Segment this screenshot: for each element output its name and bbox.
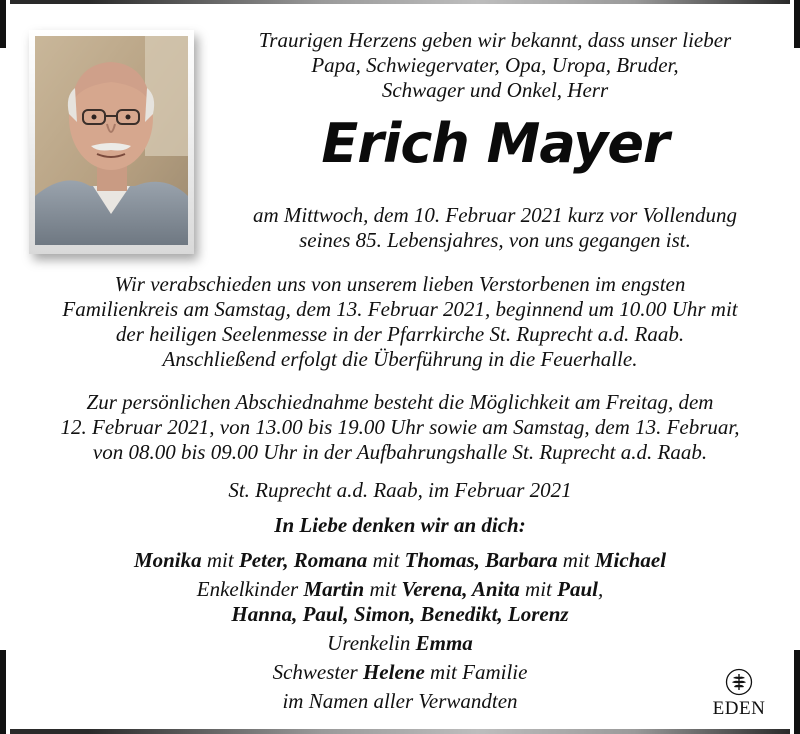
ceremony-paragraph — [20, 272, 780, 372]
children-line — [20, 548, 780, 573]
mourner-name: Verena, Anita — [401, 577, 520, 601]
comma: , — [597, 577, 604, 601]
ceremony-line: Wir verabschieden uns von unserem lieben Verstorbenen im engsten — [114, 272, 686, 296]
corner-bottom-left — [0, 650, 6, 734]
great-grandchild-prefix: Urenkelin — [327, 631, 416, 655]
ceremony-line: der heiligen Seelenmesse in der Pfarrkirche St. Ruprecht a.d. Raab. — [115, 322, 685, 346]
bottom-border — [10, 729, 790, 734]
mit-word: mit — [519, 577, 558, 601]
logo-text: EDEN — [712, 698, 766, 719]
intro-line: Papa, Schwiegervater, Opa, Uropa, Bruder, — [311, 53, 679, 77]
mourner-name: Helene — [362, 660, 425, 684]
mit-word: mit — [367, 548, 405, 572]
mourner-name: Monika — [133, 548, 202, 572]
mit-word: mit — [557, 548, 595, 572]
eden-logo — [704, 668, 774, 720]
intro-line: Schwager und Onkel, Herr — [381, 78, 609, 102]
death-announcement — [215, 203, 775, 253]
corner-top-right — [794, 0, 800, 48]
farewell-paragraph — [20, 390, 780, 465]
portrait-photo — [29, 30, 194, 254]
death-line: am Mittwoch, dem 10. Februar 2021 kurz vor Vollendung — [252, 203, 738, 227]
grandchildren-line — [20, 577, 780, 602]
mourners-list — [20, 548, 780, 718]
sister-suffix: mit Familie — [424, 660, 528, 684]
grandchildren-prefix: Enkelkinder — [196, 577, 304, 601]
place-date-line: St. Ruprecht a.d. Raab, im Februar 2021 — [228, 478, 572, 502]
intro-text — [215, 28, 775, 103]
love-heading — [20, 513, 780, 538]
great-grandchild-line — [20, 631, 780, 656]
top-border — [10, 0, 790, 4]
death-line: seines 85. Lebensjahres, von uns gegangen ist. — [299, 228, 691, 252]
closing-line: im Namen aller Verwandten — [282, 689, 518, 713]
intro-line: Traurigen Herzens geben wir bekannt, dass unser lieber — [258, 28, 732, 52]
mourner-name: Thomas, Barbara — [404, 548, 558, 572]
love-line: In Liebe denken wir an dich: — [274, 513, 526, 537]
mit-word: mit — [364, 577, 402, 601]
mourner-name: Michael — [594, 548, 667, 572]
mourner-name: Peter, Romana — [238, 548, 368, 572]
corner-top-left — [0, 0, 6, 48]
ceremony-line: Familienkreis am Samstag, dem 13. Februar 2021, beginnend um 10.00 Uhr mit — [62, 297, 738, 321]
sister-prefix: Schwester — [272, 660, 363, 684]
farewell-line: von 08.00 bis 09.00 Uhr in der Aufbahrungshalle St. Ruprecht a.d. Raab. — [92, 440, 708, 464]
tree-of-life-icon — [725, 668, 753, 696]
place-date — [20, 478, 780, 503]
portrait-image — [35, 36, 188, 245]
mourner-name: Paul — [557, 577, 598, 601]
farewell-line: Zur persönlichen Abschiednahme besteht die Möglichkeit am Freitag, dem — [86, 390, 714, 414]
deceased-name: Erich Mayer — [321, 112, 669, 175]
grandchildren-line-2 — [20, 602, 780, 627]
mit-word: mit — [201, 548, 239, 572]
sister-line — [20, 660, 780, 685]
corner-bottom-right — [794, 650, 800, 734]
mourner-name: Martin — [303, 577, 365, 601]
mourner-name: Emma — [415, 631, 473, 655]
mourner-names: Hanna, Paul, Simon, Benedikt, Lorenz — [231, 602, 569, 626]
farewell-line: 12. Februar 2021, von 13.00 bis 19.00 Uhr sowie am Samstag, dem 13. Februar, — [60, 415, 740, 439]
ceremony-line: Anschließend erfolgt die Überführung in die Feuerhalle. — [162, 347, 638, 371]
